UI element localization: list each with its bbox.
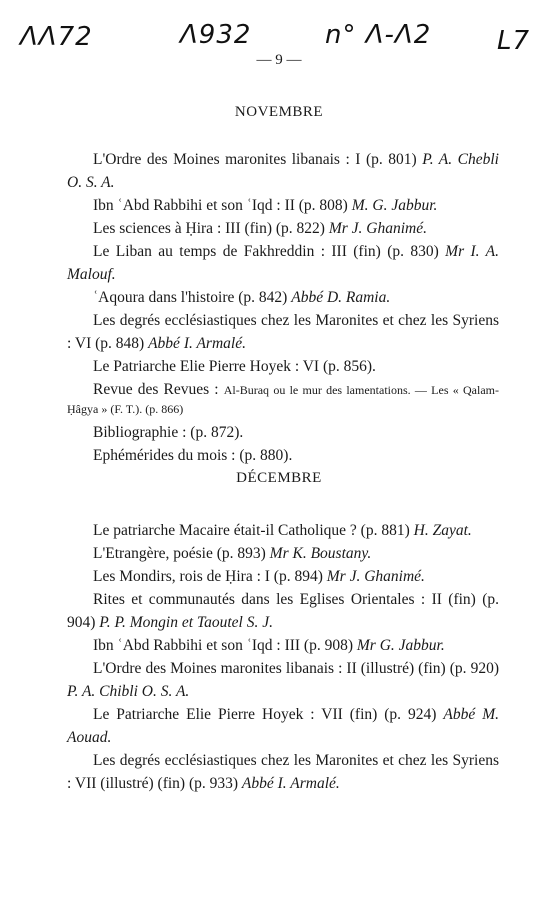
toc-entry: Les sciences à Ḥira : III (fin) (p. 822) Mr J. Ghanimé.: [93, 220, 428, 237]
toc-entry: L'Ordre des Moines maronites libanais : I (p. 801) P. A. Chebli O. S. A.: [67, 151, 499, 191]
toc-entry: Les Mondirs, rois de Ḥira : I (p. 894) Mr J. Ghanimé.: [93, 568, 425, 585]
handwritten-note: Λ932: [180, 20, 252, 50]
toc-entry: Le Patriarche Elie Pierre Hoyek : VI (p. 856).: [93, 358, 376, 375]
toc-entry: ʿAqoura dans l'histoire (p. 842) Abbé D. Ramia.: [93, 289, 391, 306]
toc-entry-review: Revue des Revues : Al-Buraq ou le mur des lamentations. — Les « Qalam-Ḥâgya » (F. T.). (p. 866): [67, 381, 499, 416]
page-number: — 9 —: [256, 52, 302, 68]
toc-entry: L'Etrangère, poésie (p. 893) Mr K. Boustany.: [93, 545, 372, 562]
toc-entry: Ephémérides du mois : (p. 880).: [93, 447, 293, 464]
toc-entry: Le Liban au temps de Fakhreddin : III (fin) (p. 830) Mr I. A. Malouf.: [67, 243, 499, 283]
toc-entry: Le Patriarche Elie Pierre Hoyek : VII (fin) (p. 924) Abbé M. Aouad.: [67, 706, 500, 746]
toc-entry: Rites et communautés dans les Eglises Orientales : II (fin) (p. 904) P. P. Mongin et Taoutel S. J.: [67, 591, 499, 631]
handwritten-note: L7: [497, 26, 531, 56]
toc-entry: Bibliographie : (p. 872).: [93, 424, 244, 441]
toc-entry: Le patriarche Macaire était-il Catholique ? (p. 881) H. Zayat.: [93, 522, 472, 539]
toc-entry: Ibn ʿAbd Rabbihi et son ʿIqd : III (p. 908) Mr G. Jabbur.: [93, 637, 445, 654]
toc-entry: Les degrés ecclésiastiques chez les Maronites et chez les Syriens : VI (p. 848) Abbé I. Armalé.: [67, 312, 499, 352]
handwritten-note: n° Λ-Λ2: [325, 20, 432, 50]
toc-entry: Ibn ʿAbd Rabbihi et son ʿIqd : II (p. 808) M. G. Jabbur.: [93, 197, 438, 214]
section-entries: [67, 519, 499, 795]
toc-entry: Les degrés ecclésiastiques chez les Maronites et chez les Syriens : VII (illustré) (fin) (p. 933) Abbé I. Armalé.: [67, 752, 499, 792]
handwritten-note: ΛΛ72: [20, 22, 93, 52]
section-title: DÉCEMBRE: [236, 470, 322, 486]
section-entries: [67, 148, 499, 467]
section-title: NOVEMBRE: [234, 104, 324, 120]
toc-entry: L'Ordre des Moines maronites libanais : II (illustré) (fin) (p. 920) P. A. Chibli O. S. A.: [67, 660, 499, 700]
